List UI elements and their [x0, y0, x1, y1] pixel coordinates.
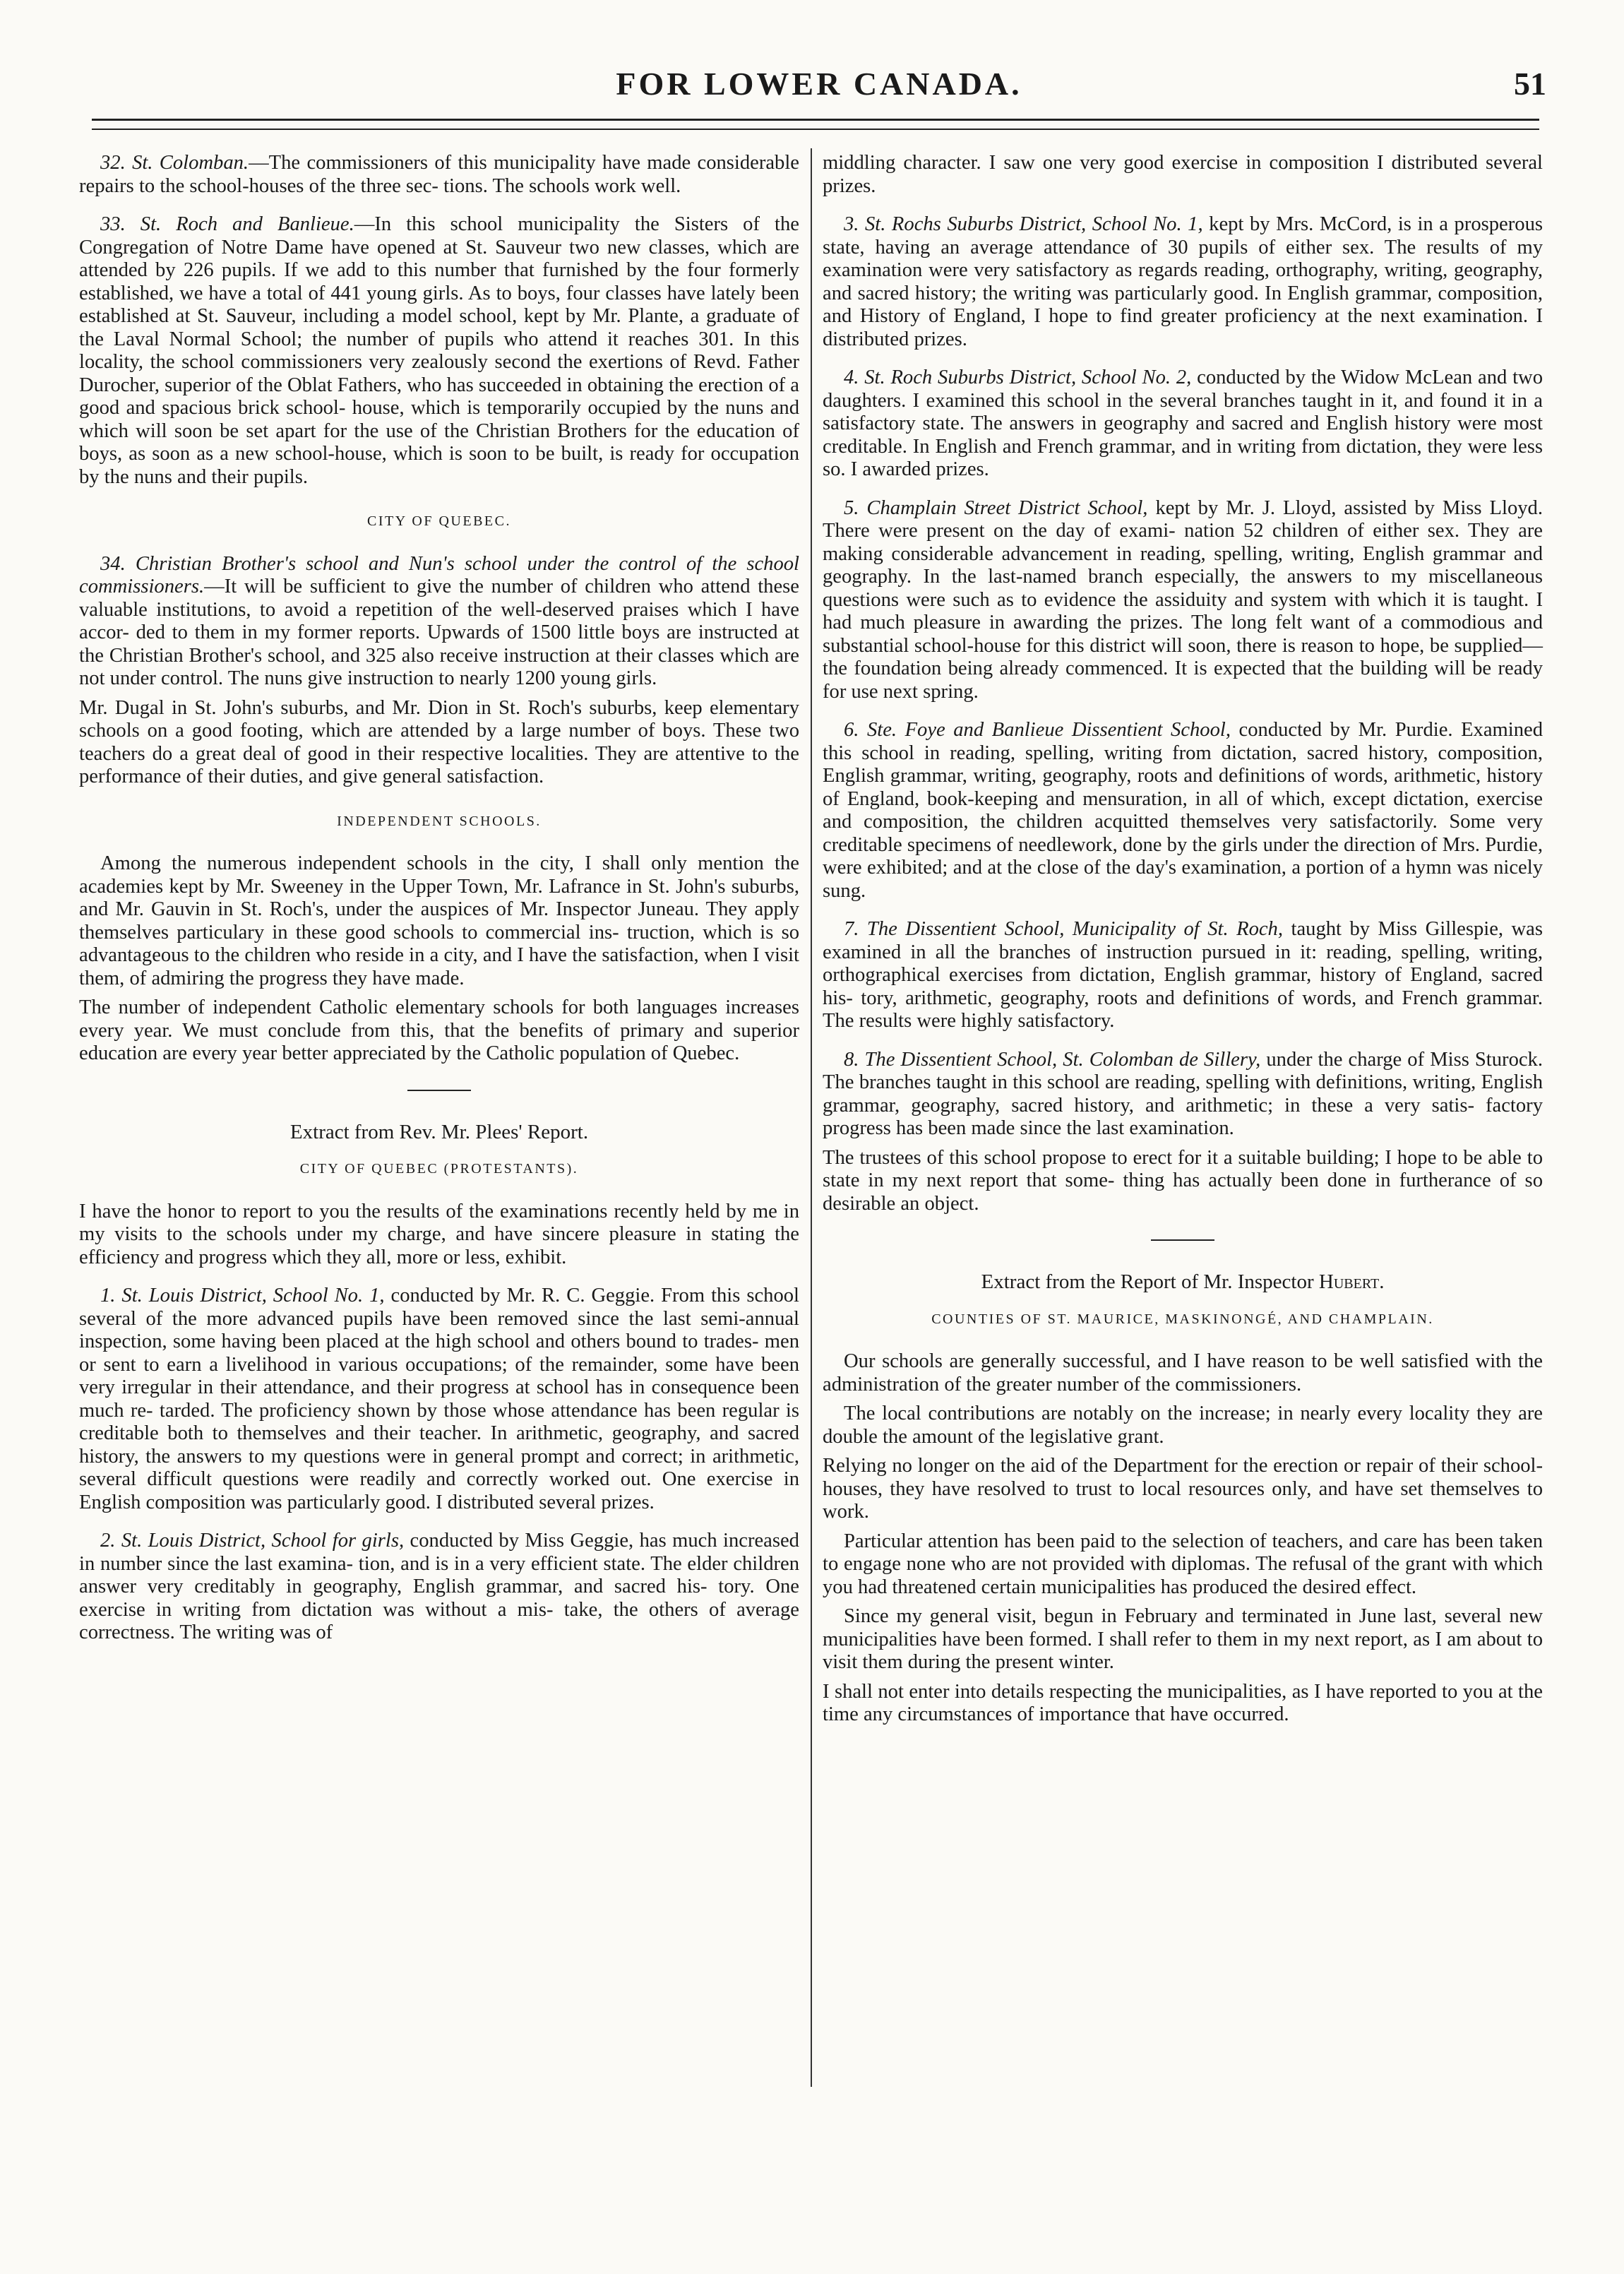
extract-title-plees: Extract from Rev. Mr. Plees' Report.	[289, 1120, 589, 1143]
paragraph-heading: 32. St. Colomban.	[100, 152, 249, 174]
paragraph-intro: I have the honor to report to you the results of the examinations recently held by me in my visits to the schools under my charge, and have sincere pleasure in stating the efficiency and progress which they all, more or less, exhibit.	[79, 1200, 799, 1268]
section-separator	[1151, 1239, 1214, 1241]
paragraph-text: under the charge of Miss Sturock. The branches taught in this school are reading, spelling with definitions, writing, English grammar, geography, sacred history, and arithmetic; in these a very satis- factory progress has been made since the last examination.	[823, 1048, 1544, 1139]
header-rule-secondary	[92, 129, 1539, 130]
section-heading-city-of-quebec: CITY OF QUEBEC.	[367, 513, 511, 529]
paragraph-school-6	[823, 719, 1543, 903]
extract-title-hubert	[823, 1270, 1543, 1294]
page-header	[92, 51, 1546, 107]
section-separator	[407, 1090, 471, 1091]
paragraph-34-continued: Mr. Dugal in St. John's suburbs, and Mr. Dion in St. Roch's suburbs, keep elementary schools on a good footing, which are attended by a large number of boys. These two teachers do a great deal of good in their respective localities. They are attentive to the performance of their duties, and give general satisfaction.	[79, 696, 799, 787]
paragraph-text: conducted by Mr. R. C. Geggie. From this school several of the more advanced pupils have been removed since the last semi-annual inspection, some having been placed at the high school and others bound to trades- men or sent to earn a livelihood in various occupations; of the remainder, some have been very irregular in their attendance, and their progress at school has in consequence been much re- tarded. The proficiency shown by those whose attendance has been regular is creditable both to themselves and their teacher. In arithmetic, geography, and sacred history, the answers to my questions were in general prompt and correct; in arithmetic, several difficult questions were readily and correctly worked out. One exercise in English composition was particularly good. I distributed several prizes.	[79, 1285, 800, 1513]
paragraph-independent-2: The number of independent Catholic elementary schools for both languages increases every year. We must conclude from this, that the benefits of primary and superior education are every year better appreciated by the Catholic population of Quebec.	[79, 996, 799, 1064]
section-heading-independent-schools: INDEPENDENT SCHOOLS.	[337, 813, 542, 829]
header-rule	[92, 119, 1539, 121]
paragraph-school-8	[823, 1049, 1543, 1141]
paragraph-text: conducted by Miss Geggie, has much increased in number since the last examina- tion, and is in a very efficient state. The elder children answer very creditably in geography, English grammar, and sacred his- tory. One exercise in writing from dictation was without a mis- take, the others of average correctness. The writing was of	[79, 1530, 799, 1643]
paragraph-school-2	[79, 1530, 799, 1645]
paragraph-text: —The commissioners of this municipality have made considerable repairs to the school-houses of the three sec- tions. The schools work well.	[79, 152, 799, 197]
paragraph-school-5	[823, 497, 1543, 704]
paragraph-text: kept by Mr. J. Lloyd, assisted by Miss Lloyd. There were present on the day of exami- nation 52 children of either sex. They are making considerable advancement in reading, spelling, writing, English grammar and geography. In the last-named branch especially, the answers to my miscellaneous questions were such as to evidence the assiduity and system with which it is taught. I had much pleasure in awarding the prizes. The long felt want of a commodious and substantial school-house for this district will soon, there is reason to hope, be supplied—the foundation being already commenced. It is expected that the building will be ready for use next spring.	[823, 496, 1543, 703]
paragraph-hubert-5: Since my general visit, begun in February and terminated in June last, several new municipalities have been formed. I shall refer to them in my next report, as I am about to visit them during the present winter.	[823, 1605, 1543, 1673]
paragraph-hubert-4: Particular attention has been paid to the selection of teachers, and care has been taken to engage none who are not provided with diplomas. The refusal of the grant with which you had threatened certain municipalities has produced the desired effect.	[823, 1530, 1543, 1598]
paragraph-heading: 1. St. Louis District, School No. 1,	[100, 1285, 385, 1306]
left-column	[79, 152, 799, 1651]
extract-title-text: Extract from the Report of Mr. Inspector	[981, 1270, 1314, 1293]
paragraph-text: kept by Mrs. McCord, is in a prosperous state, having an average attendance of 30 pupils of either sex. The results of my examination were very satisfactory as regards reading, orthography, writing, geography, and sacred history; the writing was particularly good. In English grammar, composition, and History of England, I hope to find greater proficiency at the next examination. I distributed prizes.	[823, 213, 1543, 350]
column-divider	[811, 148, 812, 2087]
paragraph-text: —In this school municipality the Sisters of the Congregation of Notre Dame have opened at St. Sauveur two new classes, which are attended by 226 pupils. If we add to this number that furnished by the four formerly established, we have a total of 441 young girls. As to boys, four classes have lately been established at St. Sauveur, including a model school, kept by Mr. Plante, a graduate of the Laval Normal School; the number of pupils who attend it reaches 301. In this locality, the school commissioners very zealously second the exertions of Revd. Father Durocher, superior of the Oblat Fathers, who has succeeded in obtaining the erection of a good and spacious brick school- house, which is temporarily occupied by the nuns and which will soon be set apart for the use of the Christian Brothers for the education of boys, as soon as a new school-house, which is soon to be built, is ready for occupation by the nuns and their pupils.	[79, 213, 799, 488]
paragraph-heading: 4. St. Roch Suburbs District, School No. 2,	[844, 367, 1192, 388]
section-heading-protestants: CITY OF QUEBEC (PROTESTANTS).	[299, 1161, 579, 1177]
section-heading-counties: COUNTIES OF ST. MAURICE, MASKINONGÉ, AND CHAMPLAIN.	[931, 1311, 1434, 1327]
paragraph-32	[79, 152, 799, 198]
paragraph-hubert-3: Relying no longer on the aid of the Department for the erection or repair of their school-houses, they have resolved to trust to local resources only, and have set themselves to work.	[823, 1455, 1543, 1523]
inspector-name: Hubert.	[1318, 1270, 1385, 1293]
page-number: 51	[1514, 66, 1546, 102]
paragraph-school-8-continued: The trustees of this school propose to erect for it a suitable building; I hope to be able to state in my next report that some- thing has actually been done in furtherance of so desirable an object.	[823, 1146, 1543, 1215]
running-title: FOR LOWER CANADA.	[616, 66, 1022, 102]
paragraph-heading: 5. Champlain Street District School,	[844, 496, 1148, 519]
paragraph-heading: 33. St. Roch and Banlieue.	[100, 213, 354, 235]
paragraph-text: taught by Miss Gillespie, was examined in all the branches of instruction pursued in it: reading, spelling, writing, orthographical exercises from dictation, English grammar, history of England, sacred his- tory, arithmetic, geography, roots and definitions of words, and French grammar. The results were highly satisfactory.	[823, 918, 1543, 1032]
paragraph-hubert-2: The local contributions are notably on the increase; in nearly every locality they are double the amount of the legislative grant.	[823, 1403, 1543, 1448]
paragraph-school-7	[823, 918, 1543, 1033]
paragraph-34	[79, 553, 799, 691]
paragraph-33	[79, 213, 799, 489]
paragraph-independent-1: Among the numerous independent schools in the city, I shall only mention the academies kept by Mr. Sweeney in the Upper Town, Mr. Lafrance in St. John's suburbs, and Mr. Gauvin in St. Roch's, under the auspices of Mr. Inspector Juneau. They apply themselves particulary in these good schools to commercial ins- truction, which is so advantageous to the children who reside in a city, and I have the satisfaction, when I visit them, of admiring the progress they have made.	[79, 852, 799, 989]
paragraph-heading: 8. The Dissentient School, St. Colomban de Sillery,	[844, 1048, 1261, 1071]
paragraph-heading: 7. The Dissentient School, Municipality of St. Roch,	[844, 918, 1284, 940]
paragraph-heading: 3. St. Rochs Suburbs District, School No. 1,	[844, 213, 1203, 235]
paragraph-continuation: middling character. I saw one very good exercise in composition I distributed several prizes.	[823, 152, 1543, 197]
right-column	[823, 152, 1543, 1733]
paragraph-heading: 2. St. Louis District, School for girls,	[100, 1530, 405, 1552]
paragraph-text: conducted by the Widow McLean and two daughters. I examined this school in the several branches taught in it, and found it in a satisfactory state. The answers in geography and sacred and English history were most creditable. In English and French grammar, and in writing from dictation, they were less so. I awarded prizes.	[823, 367, 1543, 480]
paragraph-heading: 6. Ste. Foye and Banlieue Dissentient School,	[844, 719, 1231, 741]
paragraph-school-3	[823, 213, 1543, 351]
paragraph-school-1	[79, 1285, 799, 1514]
paragraph-hubert-6: I shall not enter into details respecting the municipalities, as I have reported to you at the time any circumstances of importance that have occurred.	[823, 1680, 1543, 1725]
paragraph-heading: 34. Christian Brother's school and Nun's school under the control of the school commissioners.	[79, 552, 799, 597]
paragraph-school-4	[823, 367, 1543, 482]
paragraph-hubert-1: Our schools are generally successful, and I have reason to be well satisfied with the administration of the greater number of the commissioners.	[823, 1350, 1543, 1395]
paragraph-text: —It will be sufficient to give the number of children who attend these valuable institutions, to avoid a repetition of the well-deserved praises which I have accor- ded to them in my former reports. Upwards of 1500 little boys are instructed at the Christian Brother's school, and 325 also receive instruction at their classes which are not under control. The nuns give instruction to nearly 1200 young girls.	[79, 576, 799, 689]
paragraph-text: conducted by Mr. Purdie. Examined this school in reading, spelling, writing from dictation, sacred history, composition, English grammar, writing, geography, roots and definitions of words, arithmetic, history of England, book-keeping and mensuration, in all of which, except dictation, exercise and composition, the children acquitted themselves very satisfactorily. Some very creditable specimens of needlework, done by the girls under the direction of Mrs. Purdie, were exhibited; and at the close of the day's examination, a portion of a hymn was nicely sung.	[823, 719, 1543, 902]
